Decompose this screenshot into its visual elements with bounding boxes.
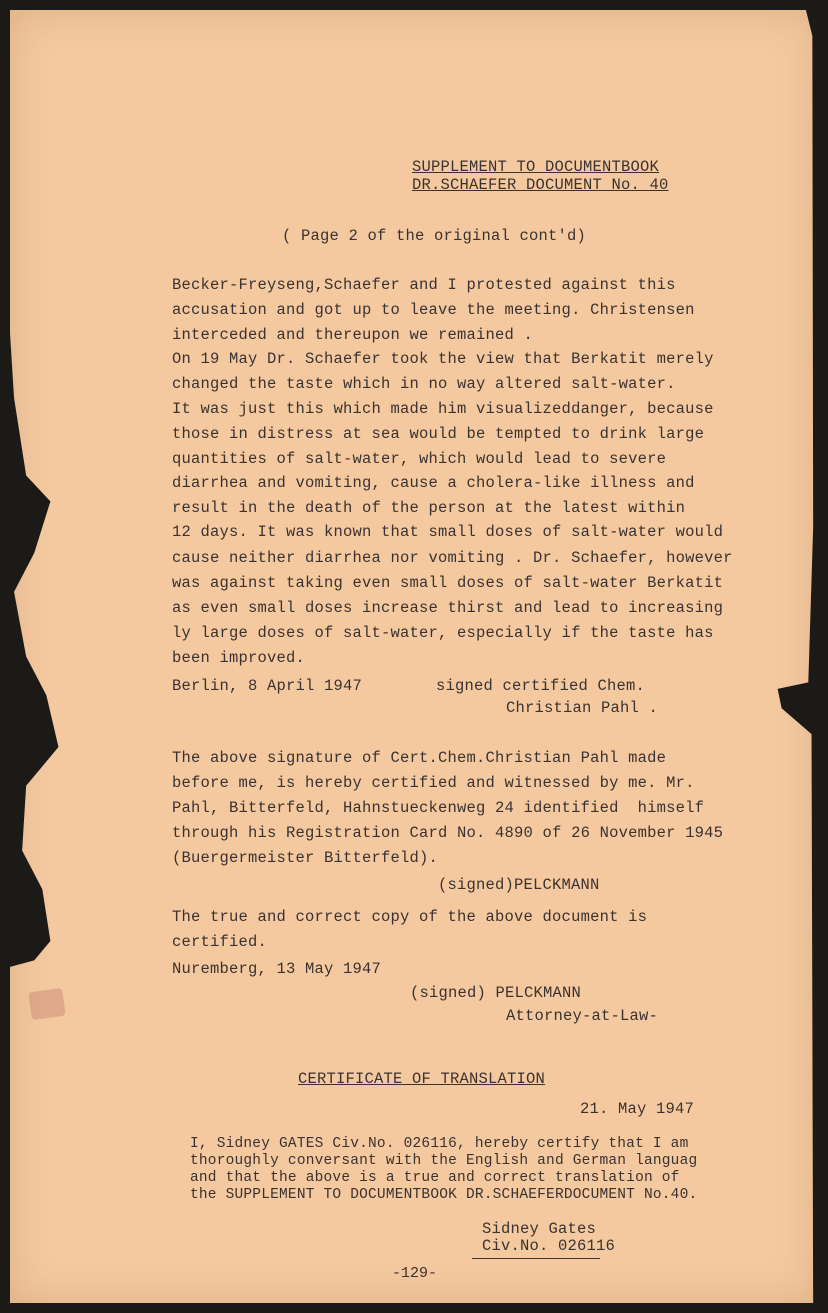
body-line: changed the taste which in no way altered salt-water. [172, 375, 676, 393]
copy-cert-line: certified. [172, 933, 268, 951]
translator-civ-no: Civ.No. 026116 [482, 1237, 616, 1255]
nuremberg-signed: (signed) PELCKMANN [410, 984, 582, 1002]
body-line: as even small doses increase thirst and lead to increasing [172, 599, 724, 617]
witness-line: (Buergermeister Bitterfeld). [172, 849, 439, 867]
header-line-2: DR.SCHAEFER DOCUMENT No. 40 [412, 176, 669, 194]
body-line: cause neither diarrhea nor vomiting . Dr. Schaefer, however [172, 549, 733, 567]
copy-cert-line: The true and correct copy of the above document is [172, 908, 648, 926]
signature-rule [472, 1258, 600, 1259]
witness-line: before me, is hereby certified and witnessed by me. Mr. [172, 774, 695, 792]
page-number: -129- [392, 1265, 438, 1282]
header-line-1: SUPPLEMENT TO DOCUMENTBOOK [412, 158, 660, 176]
body-line: Becker-Freyseng,Schaefer and I protested against this [172, 276, 676, 294]
translator-name: Sidney Gates [482, 1220, 597, 1238]
certificate-date: 21. May 1947 [580, 1100, 695, 1118]
witness-line: through his Registration Card No. 4890 of 26 November 1945 [172, 824, 724, 842]
body-line: ly large doses of salt-water, especially if the taste has [172, 624, 714, 642]
body-line: quantities of salt-water, which would lead to severe [172, 450, 667, 468]
body-line: result in the death of the person at the latest within [172, 499, 686, 517]
body-line: 12 days. It was known that small doses of salt-water would [172, 523, 724, 541]
certificate-line: thoroughly conversant with the English and German languag [190, 1153, 698, 1169]
subheader: ( Page 2 of the original cont'd) [282, 227, 587, 245]
certificate-line: and that the above is a true and correct translation of [190, 1170, 680, 1186]
body-line: diarrhea and vomiting, cause a cholera-like illness and [172, 474, 695, 492]
body-line: interceded and thereupon we remained . [172, 326, 534, 344]
body-line: On 19 May Dr. Schaefer took the view that Berkatit merely [172, 350, 714, 368]
certificate-line: I, Sidney GATES Civ.No. 026116, hereby certify that I am [190, 1136, 689, 1152]
signed-certified: signed certified Chem. [436, 677, 646, 695]
witness-signed: (signed)PELCKMANN [438, 876, 600, 894]
paper-stain [28, 988, 66, 1020]
body-line: been improved. [172, 649, 306, 667]
body-line: accusation and got up to leave the meeting. Christensen [172, 301, 695, 319]
witness-line: Pahl, Bitterfeld, Hahnstueckenweg 24 identified himself [172, 799, 705, 817]
body-line: those in distress at sea would be tempted to drink large [172, 425, 705, 443]
certificate-title: CERTIFICATE OF TRANSLATION [298, 1070, 546, 1088]
witness-line: The above signature of Cert.Chem.Christian Pahl made [172, 749, 667, 767]
signer-name: Christian Pahl . [506, 699, 659, 717]
body-line: was against taking even small doses of salt-water Berkatit [172, 574, 724, 592]
attorney-title: Attorney-at-Law- [506, 1007, 659, 1025]
certificate-line: the SUPPLEMENT TO DOCUMENTBOOK DR.SCHAEFERDOCUMENT No.40. [190, 1187, 698, 1203]
nuremberg-place-date: Nuremberg, 13 May 1947 [172, 960, 382, 978]
berlin-place-date: Berlin, 8 April 1947 [172, 677, 363, 695]
document-page [10, 10, 818, 1303]
body-line: It was just this which made him visualizeddanger, because [172, 400, 714, 418]
